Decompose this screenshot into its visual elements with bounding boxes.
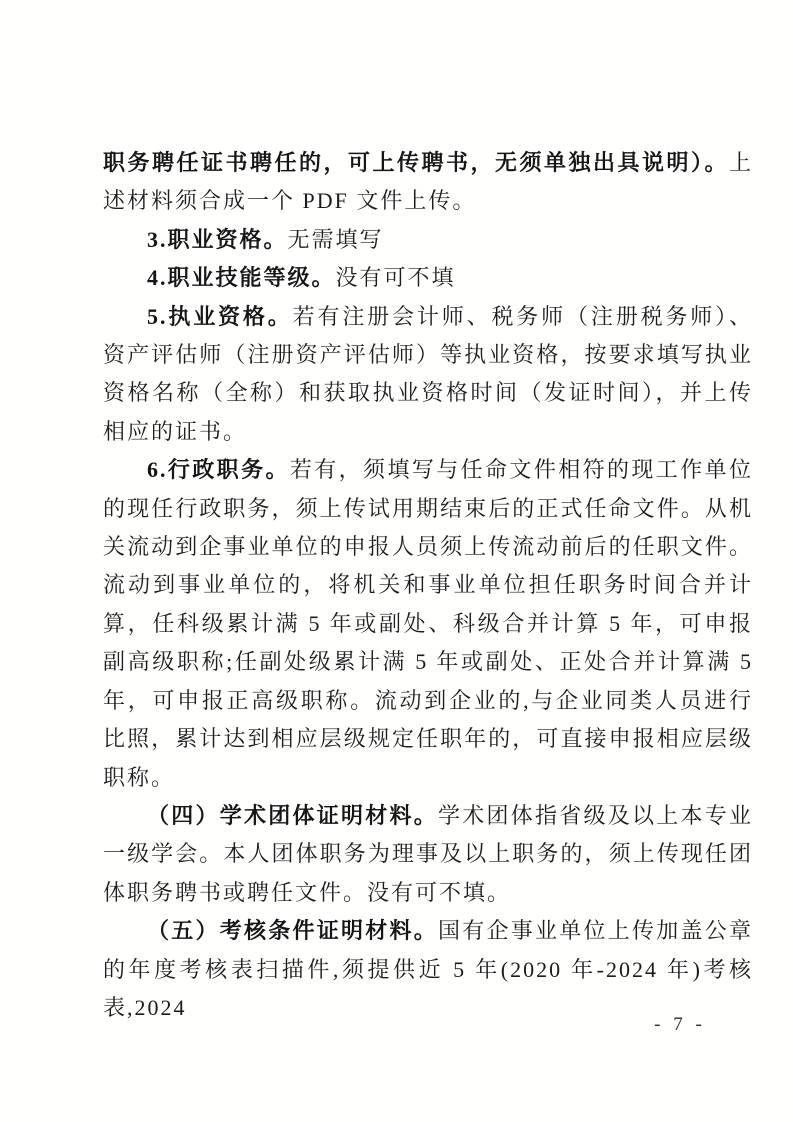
- page-number: - 7 -: [654, 1014, 706, 1035]
- paragraph-text: 若有，须填写与任命文件相符的现工作单位的现任行政职务，须上传试用期结束后的正式任命文件。从机关流动到企事业单位的申报人员须上传流动前后的任职文件。流动到事业单位的，将机关和事业单位担任职务时间合并计算，任科级累计满 5 年或副处、科级合并计算 5 年，可申报副高级职称;任副处级累计满 5 年或副处、正处合并计算满 5 年，可申报正高级职称。流动到企业的,与企业同类人员进行比照，累计达到相应层级规定任职年的，可直接申报相应层级职称。: [103, 457, 753, 790]
- paragraph-section-5: [103, 912, 753, 1027]
- paragraph-lead-bold: （五）考核条件证明材料。: [147, 918, 438, 944]
- paragraph-text: 学术团体指省级及以上本专业一级学会。本人团体职务为理事及以上职务的，须上传现任团体职务聘书或聘任文件。没有可不填。: [103, 802, 753, 905]
- paragraph-text: 没有可不填: [335, 265, 456, 291]
- paragraph-section-4: [103, 797, 753, 912]
- paragraph-continuation: [103, 144, 753, 221]
- paragraph-text: 若有注册会计师、税务师（注册税务师）、资产评估师（注册资产评估师）等执业资格，按要求填写执业资格名称（全称）和获取执业资格时间（发证时间），并上传相应的证书。: [103, 303, 753, 444]
- paragraph-item-6: [103, 451, 753, 797]
- paragraph-text: 无需填写: [287, 226, 384, 252]
- paragraph-lead-bold: 5.执业资格。: [147, 303, 293, 329]
- paragraph-item-3: [103, 221, 753, 259]
- paragraph-text: 上述材料须合成一个 PDF 文件上传。: [103, 150, 753, 214]
- paragraph-item-4: [103, 259, 753, 297]
- paragraph-lead-bold: 3.职业资格。: [147, 226, 288, 252]
- paragraph-text: 国有企事业单位上传加盖公章的年度考核表扫描件,须提供近 5 年(2020 年-2024 年)考核表,2024: [103, 918, 753, 1020]
- paragraph-lead-bold: 6.行政职务。: [147, 457, 290, 483]
- document-body: [103, 144, 753, 1027]
- paragraph-item-5: [103, 298, 753, 452]
- paragraph-lead-bold: （四）学术团体证明材料。: [147, 802, 438, 828]
- paragraph-lead-bold: 职务聘任证书聘任的，可上传聘书，无须单独出具说明）。: [103, 150, 729, 175]
- paragraph-lead-bold: 4.职业技能等级。: [147, 265, 336, 291]
